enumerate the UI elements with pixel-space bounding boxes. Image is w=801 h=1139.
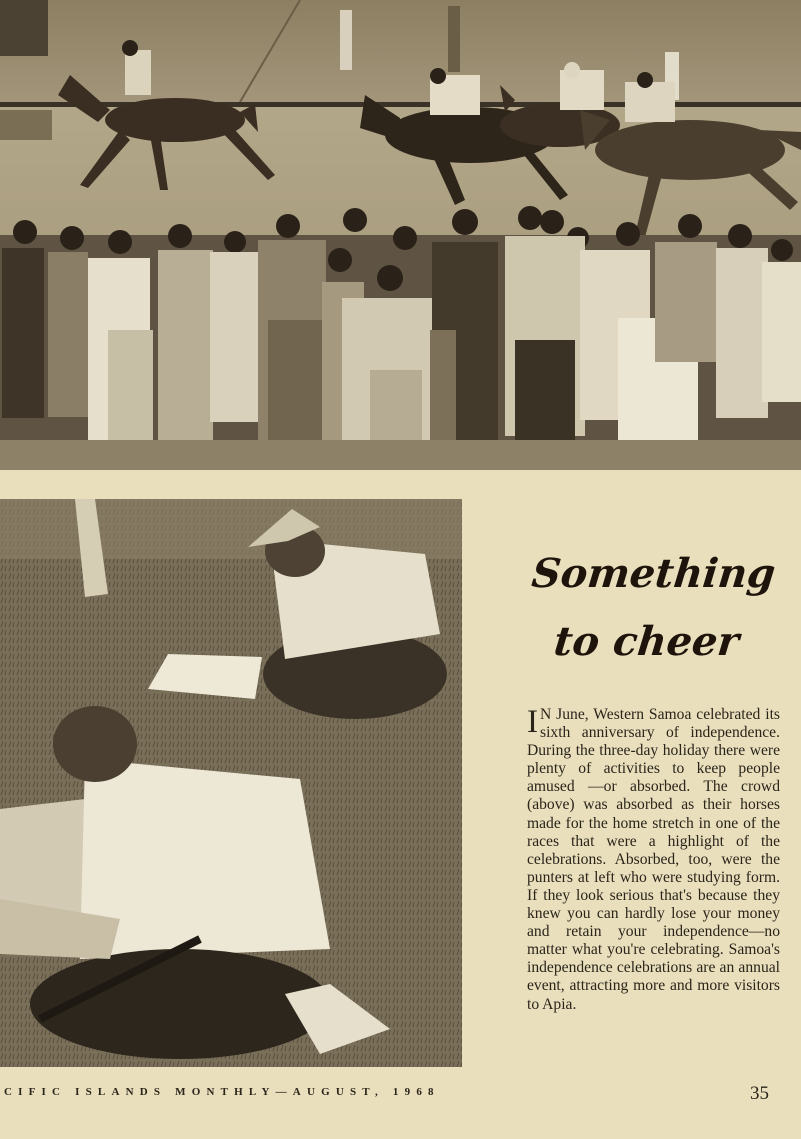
article-body bbox=[527, 706, 780, 1014]
running-footer: CIFIC ISLANDS MONTHLY—AUGUST, 1968 bbox=[4, 1086, 440, 1098]
crowd bbox=[0, 206, 801, 470]
race-photo bbox=[0, 0, 801, 470]
headline-line-1: Something bbox=[529, 550, 778, 597]
page-number: 35 bbox=[750, 1083, 769, 1104]
headline bbox=[493, 540, 801, 676]
headline-line-2: to cheer bbox=[551, 618, 742, 665]
punters-photo bbox=[0, 499, 462, 1067]
drop-cap: I bbox=[527, 704, 538, 740]
article-text: N June, Western Samoa celebrated its sixth anniversary of independence. During the three-day holiday there were plenty of activities to keep people amused —or absorbed. The crowd (above) was absorbed as their horses made for the home stretch in one of the races that were a highlight of the celebrations. Absorbed, too, were the punters at left who were studying form. If they look serious that's because they knew you can hardly lose your money and retain your independence—no matter what you're celebrating. Samoa's independence celebrations are an annual event, attracting more and more visitors to Apia. bbox=[527, 706, 780, 1013]
